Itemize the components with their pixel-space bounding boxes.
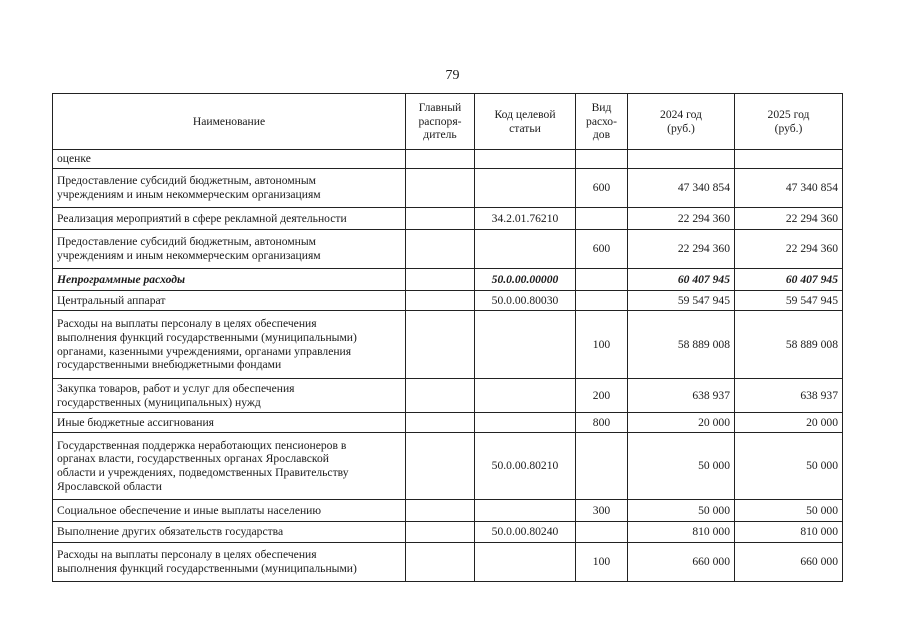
header-line: Главный (418, 101, 462, 115)
row-code (475, 311, 576, 379)
row-manager (406, 413, 475, 433)
row-manager (406, 150, 475, 169)
row-code (475, 543, 576, 582)
row-type (576, 150, 628, 169)
row-name-line: учреждениям и иным некоммерческим организациям (57, 249, 321, 262)
row-name (53, 291, 406, 311)
header-line: (руб.) (774, 121, 803, 135)
header-line: Вид (591, 101, 612, 115)
table-row (53, 208, 843, 230)
row-amount-2025: 50 000 (735, 433, 843, 500)
row-amount-2025: 60 407 945 (735, 269, 843, 291)
row-amount-2025: 22 294 360 (735, 208, 843, 230)
row-manager (406, 379, 475, 413)
header-line: (руб.) (667, 121, 695, 135)
table-row (53, 311, 843, 379)
row-type (576, 291, 628, 311)
row-amount-2024: 20 000 (628, 413, 735, 433)
row-type: 200 (576, 379, 628, 413)
row-amount-2025: 810 000 (735, 522, 843, 543)
table-row (53, 269, 843, 291)
header-line: дов (592, 128, 611, 142)
header-line: 2025 год (767, 107, 810, 121)
row-name (53, 311, 406, 379)
row-name (53, 150, 406, 169)
row-code: 50.0.00.80210 (475, 433, 576, 500)
header-2024 (628, 94, 735, 150)
header-line: статьи (509, 121, 541, 135)
row-code: 50.0.00.00000 (475, 269, 576, 291)
table-row (53, 413, 843, 433)
row-name-line: Выполнение других обязательств государства (57, 525, 284, 539)
row-name-line: Социальное обеспечение и иные выплаты населению (57, 503, 322, 517)
row-amount-2024: 58 889 008 (628, 311, 735, 379)
row-manager (406, 230, 475, 269)
row-type (576, 208, 628, 230)
row-name-line: учреждениям и иным некоммерческим организациям (57, 188, 321, 201)
row-amount-2024: 660 000 (628, 543, 735, 582)
row-type (576, 522, 628, 543)
row-name-line: выполнения функций государственными (муниципальными) (57, 330, 357, 344)
row-code: 50.0.00.80030 (475, 291, 576, 311)
row-manager (406, 291, 475, 311)
row-amount-2024: 47 340 854 (628, 169, 735, 208)
row-name (53, 169, 406, 208)
row-name-line: Расходы на выплаты персоналу в целях обеспечения (57, 548, 317, 562)
row-amount-2024: 50 000 (628, 500, 735, 522)
row-amount-2024: 59 547 945 (628, 291, 735, 311)
row-code (475, 230, 576, 269)
row-name-line: выполнения функций государственными (муниципальными) (57, 562, 357, 575)
row-manager (406, 500, 475, 522)
row-type: 300 (576, 500, 628, 522)
table-row (53, 230, 843, 269)
table-row (53, 169, 843, 208)
row-type: 100 (576, 543, 628, 582)
row-manager (406, 208, 475, 230)
row-name-line: Иные бюджетные ассигнования (57, 415, 214, 429)
row-name-line: Центральный аппарат (57, 293, 166, 307)
header-line: распоря- (418, 114, 462, 128)
row-type: 800 (576, 413, 628, 433)
header-line: расхо- (586, 114, 617, 128)
header-line: дитель (423, 128, 457, 142)
row-name (53, 413, 406, 433)
row-code (475, 500, 576, 522)
row-manager (406, 311, 475, 379)
table-row (53, 500, 843, 522)
row-name (53, 269, 406, 291)
header-code (475, 94, 576, 150)
row-manager (406, 543, 475, 582)
row-amount-2024 (628, 150, 735, 169)
row-amount-2025: 58 889 008 (735, 311, 843, 379)
row-amount-2025: 50 000 (735, 500, 843, 522)
row-type (576, 433, 628, 500)
row-manager (406, 433, 475, 500)
row-code (475, 413, 576, 433)
row-code (475, 169, 576, 208)
budget-table (52, 93, 843, 582)
row-code (475, 379, 576, 413)
row-name (53, 522, 406, 543)
header-manager (406, 94, 475, 150)
row-name (53, 433, 406, 500)
row-amount-2025: 47 340 854 (735, 169, 843, 208)
row-name (53, 543, 406, 582)
row-type (576, 269, 628, 291)
row-amount-2024: 50 000 (628, 433, 735, 500)
row-amount-2025 (735, 150, 843, 169)
row-amount-2025: 59 547 945 (735, 291, 843, 311)
row-type: 600 (576, 230, 628, 269)
table-row (53, 433, 843, 500)
row-name-line: Ярославской области (57, 479, 162, 493)
row-manager (406, 522, 475, 543)
row-name-line: оценке (57, 152, 91, 166)
row-name-line: Закупка товаров, работ и услуг для обеспечения (57, 381, 295, 395)
row-name-line: Предоставление субсидий бюджетным, автономным (57, 235, 317, 249)
row-type: 600 (576, 169, 628, 208)
header-type (576, 94, 628, 150)
page-number: 79 (445, 68, 460, 83)
row-amount-2024: 60 407 945 (628, 269, 735, 291)
table-row (53, 543, 843, 582)
table-row (53, 291, 843, 311)
header-name: Наименование (53, 94, 406, 150)
row-manager (406, 169, 475, 208)
row-name (53, 379, 406, 413)
row-name-line: Предоставление субсидий бюджетным, автономным (57, 174, 317, 188)
header-2025 (735, 94, 843, 150)
row-name-line: органах власти, государственных органах Ярославской (57, 452, 329, 466)
row-name-line: Расходы на выплаты персоналу в целях обеспечения (57, 317, 317, 331)
row-code (475, 150, 576, 169)
row-amount-2024: 638 937 (628, 379, 735, 413)
row-name (53, 230, 406, 269)
row-amount-2025: 660 000 (735, 543, 843, 582)
row-code: 50.0.00.80240 (475, 522, 576, 543)
header-line: Код целевой (494, 107, 556, 121)
row-amount-2024: 22 294 360 (628, 230, 735, 269)
row-amount-2025: 22 294 360 (735, 230, 843, 269)
table-header-row (53, 94, 843, 150)
row-name-line: государственными внебюджетными фондами (57, 358, 282, 372)
table-row (53, 150, 843, 169)
row-amount-2024: 22 294 360 (628, 208, 735, 230)
row-amount-2025: 20 000 (735, 413, 843, 433)
row-name (53, 500, 406, 522)
row-name-line: Непрограммные расходы (57, 272, 186, 286)
row-name-line: органами, казенными учреждениями, органами управления (57, 344, 352, 358)
row-type: 100 (576, 311, 628, 379)
row-manager (406, 269, 475, 291)
row-name (53, 208, 406, 230)
table-row (53, 522, 843, 543)
row-code: 34.2.01.76210 (475, 208, 576, 230)
row-name-line: государственных (муниципальных) нужд (57, 395, 261, 409)
table-row (53, 379, 843, 413)
row-amount-2024: 810 000 (628, 522, 735, 543)
row-name-line: области и учреждениях, подведомственных Правительству (57, 466, 349, 479)
row-name-line: Реализация мероприятий в сфере рекламной деятельности (57, 211, 347, 225)
row-amount-2025: 638 937 (735, 379, 843, 413)
header-line: 2024 год (660, 107, 702, 121)
row-name-line: Государственная поддержка неработающих пенсионеров в (57, 438, 347, 452)
